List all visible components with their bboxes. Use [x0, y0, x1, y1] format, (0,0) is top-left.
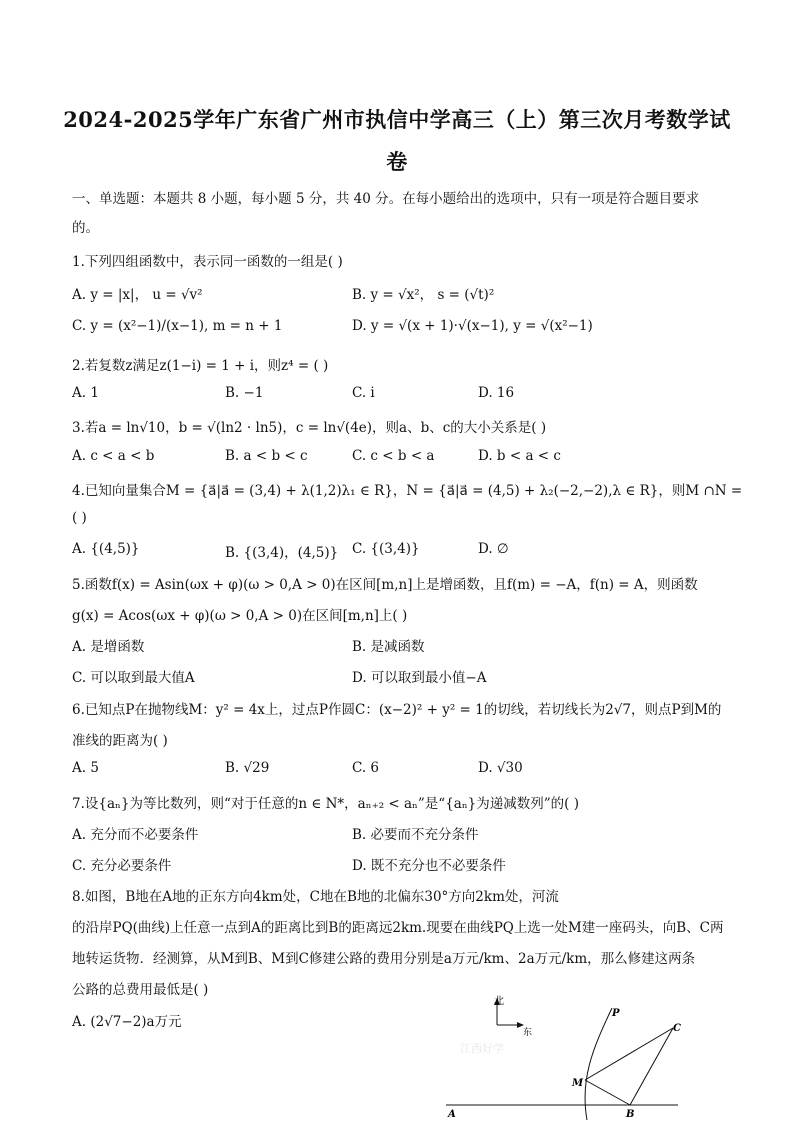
- segment-bc: [630, 1028, 673, 1105]
- question-4-option-b: B. {(3,4)，(4,5)}: [225, 545, 339, 561]
- east-label: 东: [523, 1028, 533, 1038]
- question-3-option-c: C. c < b < a: [352, 448, 435, 464]
- question-3-stem: 3.若a = ln√10，b = √(ln2 · ln5)，c = ln√(4e)，则a、b、c的大小关系是( ): [72, 420, 547, 436]
- question-7-stem: 7.设{aₙ}为等比数列，则“对于任意的n ∈ N*，aₙ₊₂ < aₙ”是“{aₙ}为递减数列”的( ): [72, 796, 579, 812]
- question-7-option-d: D. 既不充分也不必要条件: [352, 858, 506, 874]
- question-3-option-d: D. b < a < c: [478, 448, 561, 464]
- section-heading: 一、单选题：本题共 8 小题，每小题 5 分，共 40 分。在每小题给出的选项中，只有一项是符合题目要求: [72, 191, 700, 207]
- question-8-stem: 8.如图，B地在A地的正东方向4km处，C地在B地的北偏东30°方向2km处，河流: [72, 889, 559, 905]
- question-5-option-a: A. 是增函数: [72, 639, 145, 655]
- point-m-label: M: [572, 1078, 584, 1089]
- question-2-option-a: A. 1: [72, 385, 99, 401]
- question-4-stem-continued: ( ): [72, 510, 87, 526]
- section-heading-continued: 的。: [72, 220, 99, 236]
- question-2-option-b: B. −1: [225, 385, 264, 401]
- question-6-option-b: B. √29: [225, 760, 270, 776]
- point-c-label: C: [673, 1023, 681, 1034]
- question-8-figure: [440, 990, 710, 1120]
- question-3-option-b: B. a < b < c: [225, 448, 308, 464]
- question-5-option-b: B. 是减函数: [352, 639, 425, 655]
- question-1-option-c: C. y = (x²−1)/(x−1), m = n + 1: [72, 318, 283, 334]
- question-6-stem-continued: 准线的距离为( ): [72, 733, 168, 749]
- question-5-stem: 5.函数f(x) = Asin(ωx + φ)(ω > 0,A > 0)在区间[m,n]上是增函数，且f(m) = −A，f(n) = A，则函数: [72, 577, 698, 593]
- question-1-option-b: B. y = √x²， s = (√t)²: [352, 287, 495, 303]
- segment-mb: [585, 1080, 630, 1105]
- question-8-stem-line-2: 的沿岸PQ(曲线)上任意一点到A的距离比到B的距离远2km.现要在曲线PQ上选一处M建一座码头，向B、C两: [72, 920, 724, 936]
- question-4-option-a: A. {(4,5)}: [72, 541, 140, 557]
- question-1-option-d: D. y = √(x + 1)·√(x−1), y = √(x²−1): [352, 318, 593, 334]
- question-1-stem: 1.下列四组函数中，表示同一函数的一组是( ): [72, 254, 343, 270]
- exam-title: 2024-2025学年广东省广州市执信中学高三（上）第三次月考数学试: [63, 107, 731, 132]
- question-3-option-a: A. c < a < b: [72, 448, 155, 464]
- question-7-option-c: C. 充分必要条件: [72, 858, 172, 874]
- question-7-option-b: B. 必要而不充分条件: [352, 827, 479, 843]
- exam-title-continued: 卷: [386, 149, 408, 174]
- question-8-option-a: A. (2√7−2)a万元: [72, 1014, 182, 1030]
- figure-watermark: 江西好学: [460, 1042, 504, 1055]
- point-p-label: P: [612, 1008, 620, 1019]
- question-4-option-c: C. {(3,4)}: [352, 541, 420, 557]
- point-a-label: A: [448, 1109, 456, 1120]
- question-8-stem-line-4: 公路的总费用最低是( ): [72, 982, 209, 998]
- north-label: 北: [494, 996, 504, 1007]
- question-8-stem-line-3: 地转运货物．经测算，从M到B、M到C修建公路的费用分别是a万元/km、2a万元/km，那么修建这两条: [72, 951, 696, 967]
- question-2-option-d: D. 16: [478, 385, 515, 401]
- question-6-option-c: C. 6: [352, 760, 380, 776]
- question-5-stem-continued: g(x) = Acos(ωx + φ)(ω > 0,A > 0)在区间[m,n]上( ): [72, 608, 408, 624]
- question-7-option-a: A. 充分而不必要条件: [72, 827, 199, 843]
- river-curve-pq: [585, 1008, 612, 1120]
- question-6-option-d: D. √30: [478, 760, 523, 776]
- question-4-option-d: D. ∅: [478, 541, 509, 557]
- question-5-option-d: D. 可以取到最小值−A: [352, 670, 487, 686]
- question-2-stem: 2.若复数z满足z(1−i) = 1 + i，则z⁴ = ( ): [72, 358, 329, 374]
- question-1-option-a: A. y = |x|， u = √v²: [72, 287, 203, 303]
- segment-mc: [585, 1028, 673, 1080]
- point-b-label: B: [626, 1109, 635, 1120]
- question-5-option-c: C. 可以取到最大值A: [72, 670, 195, 686]
- question-2-option-c: C. i: [352, 385, 375, 401]
- question-6-stem: 6.已知点P在抛物线M：y² = 4x上，过点P作圆C：(x−2)² + y² = 1的切线，若切线长为2√7，则点P到M的: [72, 702, 722, 718]
- question-6-option-a: A. 5: [72, 760, 99, 776]
- question-4-stem: 4.已知向量集合M = {a⃗|a⃗ = (3,4) + λ(1,2)λ₁ ∈ R}，N = {a⃗|a⃗ = (4,5) + λ₂(−2,−2),λ ∈ R}，则M ∩N =: [72, 483, 743, 499]
